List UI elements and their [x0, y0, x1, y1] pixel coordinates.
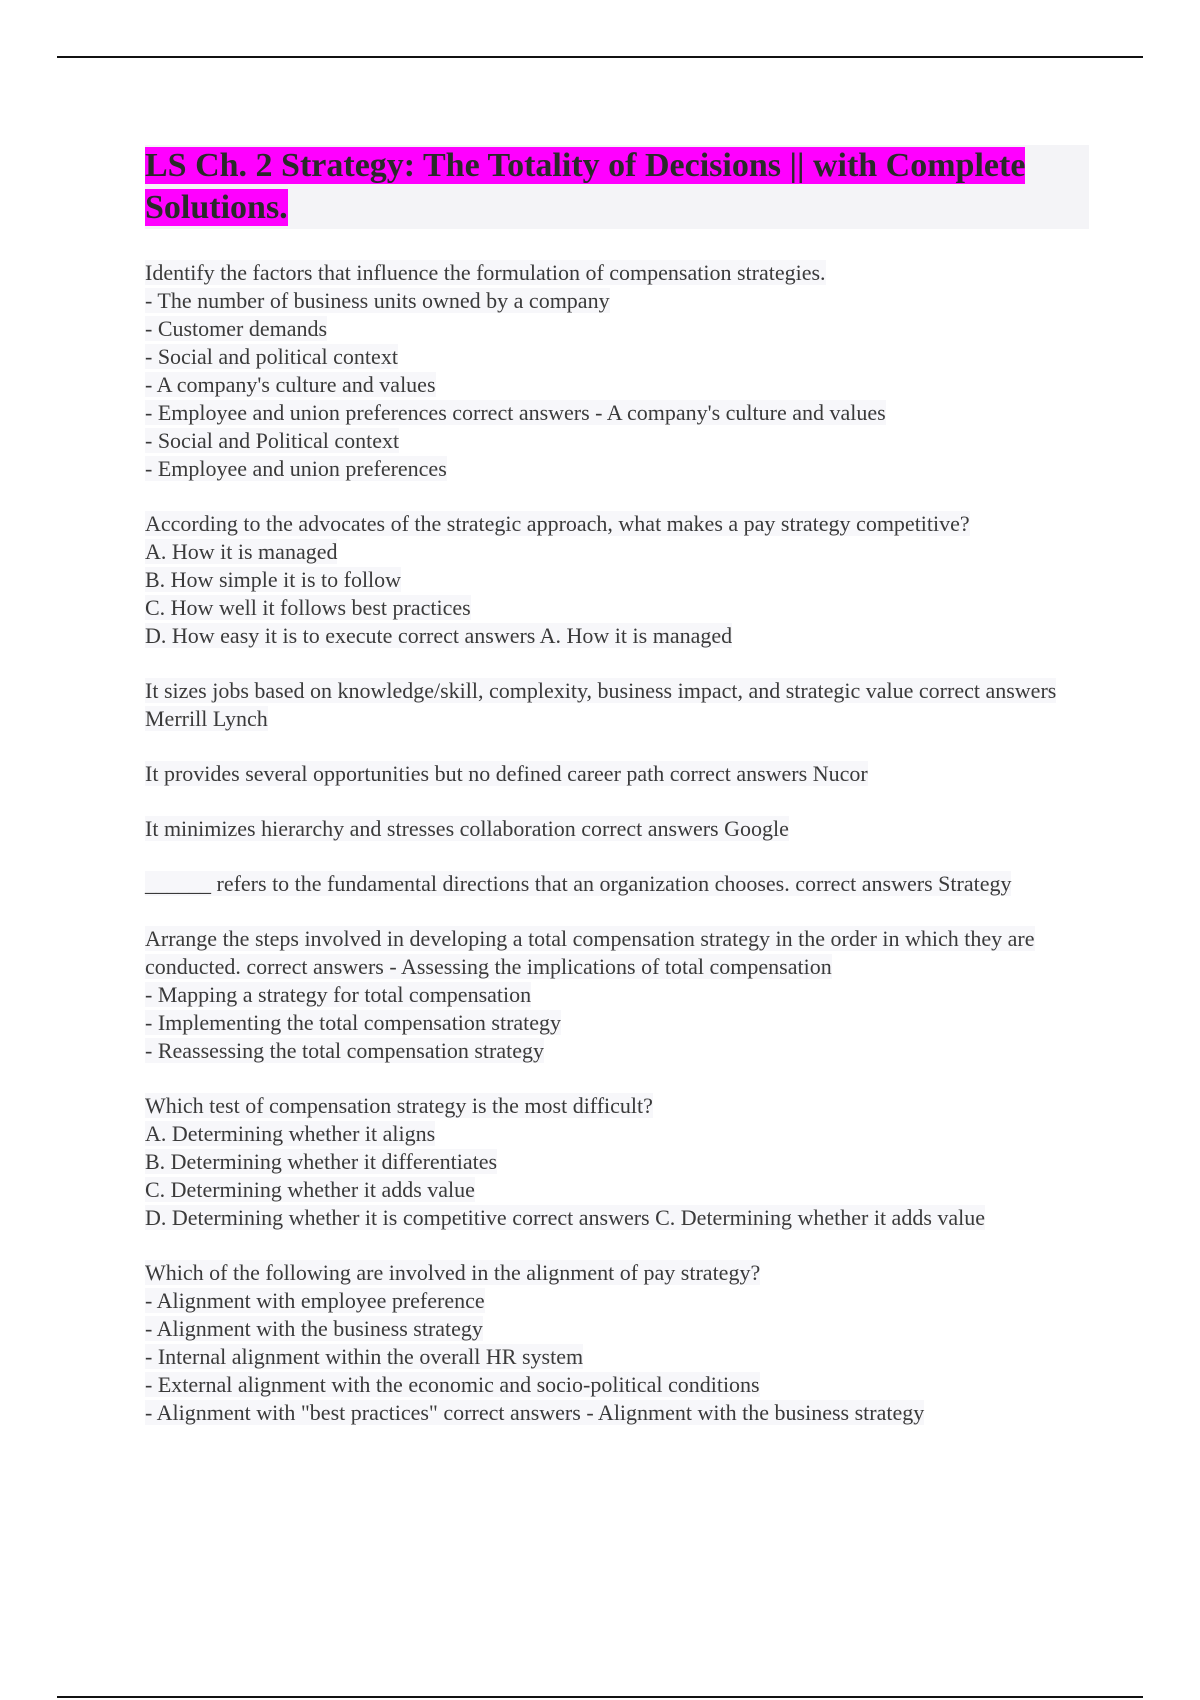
- question-9-line: Which of the following are involved in the alignment of pay strategy?: [145, 1260, 761, 1285]
- question-block-6: ______ refers to the fundamental directions that an organization chooses. correct answers Strategy: [145, 871, 1012, 896]
- question-1-line: - The number of business units owned by a company: [145, 288, 610, 313]
- document-body: [145, 145, 1089, 1454]
- question-1-line: - Employee and union preferences correct answers - A company's culture and values: [145, 400, 886, 425]
- question-block-4: It provides several opportunities but no defined career path correct answers Nucor: [145, 761, 868, 786]
- question-1-line: - Customer demands: [145, 316, 328, 341]
- question-8-line: D. Determining whether it is competitive correct answers C. Determining whether it adds value: [145, 1205, 986, 1230]
- question-7-line: - Reassessing the total compensation strategy: [145, 1038, 544, 1063]
- question-block-7: [145, 925, 1089, 1065]
- question-block-2: [145, 510, 1089, 650]
- question-9-line: - Alignment with the business strategy: [145, 1316, 483, 1341]
- question-block-9: [145, 1259, 1089, 1427]
- question-9-line: - External alignment with the economic and socio-political conditions: [145, 1372, 760, 1397]
- document-title: [145, 145, 1089, 229]
- question-1-line: - Employee and union preferences: [145, 456, 447, 481]
- question-9-line: - Alignment with "best practices" correct answers - Alignment with the business strategy: [145, 1400, 925, 1425]
- question-1-line: - Social and political context: [145, 344, 398, 369]
- question-block-8: [145, 1092, 1089, 1232]
- question-8-line: C. Determining whether it adds value: [145, 1177, 475, 1202]
- question-2-line: According to the advocates of the strategic approach, what makes a pay strategy competitive?: [145, 511, 970, 536]
- question-1-line: Identify the factors that influence the formulation of compensation strategies.: [145, 260, 826, 285]
- question-2-line: A. How it is managed: [145, 539, 338, 564]
- question-block-3: It sizes jobs based on knowledge/skill, complexity, business impact, and strategic value correct answers Merrill Lynch: [145, 678, 1057, 731]
- question-1-line: - A company's culture and values: [145, 372, 436, 397]
- question-9-line: - Internal alignment within the overall HR system: [145, 1344, 584, 1369]
- question-7-line: - Implementing the total compensation strategy: [145, 1010, 562, 1035]
- bottom-rule: [57, 1696, 1143, 1698]
- question-7-intro: Arrange the steps involved in developing a total compensation strategy in the order in which they are conducted. correct answers - Assessing the implications of total compensation: [145, 926, 1035, 979]
- question-block-5: It minimizes hierarchy and stresses collaboration correct answers Google: [145, 816, 789, 841]
- question-9-line: - Alignment with employee preference: [145, 1288, 485, 1313]
- top-rule: [57, 56, 1143, 58]
- question-1-line: - Social and Political context: [145, 428, 400, 453]
- question-2-line: C. How well it follows best practices: [145, 595, 471, 620]
- question-7-line: - Mapping a strategy for total compensation: [145, 982, 532, 1007]
- question-2-line: D. How easy it is to execute correct answers A. How it is managed: [145, 623, 733, 648]
- question-2-line: B. How simple it is to follow: [145, 567, 402, 592]
- title-highlight: LS Ch. 2 Strategy: The Totality of Decisions || with Complete Solutions.: [145, 147, 1026, 226]
- question-block-1: [145, 259, 1089, 483]
- question-8-line: Which test of compensation strategy is the most difficult?: [145, 1093, 653, 1118]
- question-8-line: B. Determining whether it differentiates: [145, 1149, 498, 1174]
- question-8-line: A. Determining whether it aligns: [145, 1121, 436, 1146]
